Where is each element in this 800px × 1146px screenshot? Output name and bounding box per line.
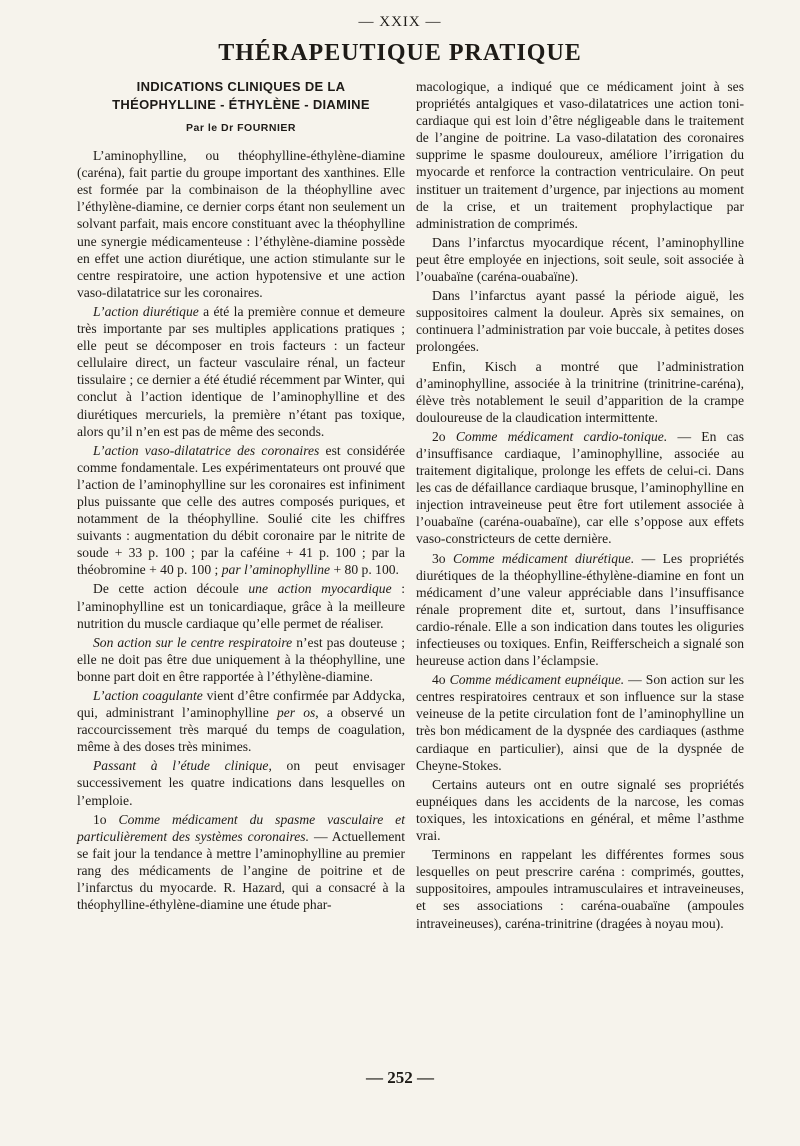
- italic-lead: Son action sur le centre respiratoire: [93, 634, 293, 650]
- italic-phrase: une action myocardique: [248, 581, 392, 597]
- indication-number: 4o: [432, 672, 450, 688]
- paragraph-conclusion: [416, 846, 744, 931]
- indication-number: 1o: [93, 811, 119, 827]
- paragraph-text: Certains auteurs ont en outre signalé ses propriétés eupnéiques dans les accidents de la narcose, les comas toxiques, les intoxications en général, et même l’asthme vrai.: [416, 776, 744, 844]
- paragraph-indication-2: [416, 428, 744, 548]
- paragraph-text: — Actuellement se fait jour la tendance à mettre l’aminophylline au premier rang des médicaments de l’angine de poitrine et de l’infarctus du myocarde. R. Hazard, qui a consacré à la théophylline-éthylène-diamine une étude phar-: [77, 828, 405, 913]
- indication-number: 3o: [432, 550, 453, 566]
- paragraph-intro: [77, 147, 405, 301]
- article-title-line2: THÉOPHYLLINE - ÉTHYLÈNE - DIAMINE: [112, 97, 370, 112]
- paragraph-indication-3: [416, 550, 744, 670]
- paragraph-respiratory-action: [77, 634, 405, 685]
- article-title-line1: INDICATIONS CLINIQUES DE LA: [136, 79, 346, 94]
- italic-lead: Passant à l’étude clinique: [93, 758, 269, 774]
- paragraph-clinical-study: [77, 757, 405, 808]
- paragraph-diuretic-action: [77, 303, 405, 440]
- paragraph-myocardial-action: [77, 580, 405, 631]
- italic-lead: Comme médicament du spasme vasculaire et particulièrement des systèmes coronaires.: [77, 811, 405, 844]
- article-title: [77, 78, 405, 114]
- paragraph-claudication: [416, 358, 744, 426]
- paragraph-text: vient d’être confirmée par Addycka, qui, administrant l’aminophylline: [77, 688, 405, 721]
- paragraph-text: , a observé un raccourcissement très marqué du temps de coagulation, même à des doses très minimes.: [77, 705, 405, 755]
- paragraph-text: n’est pas douteuse ; elle ne doit pas être due uniquement à la théophylline, une bonne part doit en être rapportée à l’éthylène-diamine.: [77, 634, 405, 684]
- paragraph-continuation: [416, 78, 744, 232]
- paragraph-indication-1: [77, 811, 405, 914]
- section-title: THÉRAPEUTIQUE PRATIQUE: [218, 40, 582, 66]
- paragraph-coagulant-action: [77, 687, 405, 755]
- paragraph-text: Enfin, Kisch a montré que l’administration d’aminophylline, associée à la trinitrine (trinitrine-caréna), élève très notablement le seuil d’apparition de la crampe douloureuse de la claudication intermittente.: [416, 358, 744, 425]
- paragraph-text: — Son action sur les centres respiratoires centraux et son influence sur la stase veineuse de la petite circulation font de l’aminophylline un très bon médicament de la dyspnée des cardiaques (asthme cardiaque en particulier), ainsi que de la dyspnée de Cheyne-Stokes.: [416, 672, 744, 773]
- paragraph-text: est considérée comme fondamentale. Les expérimentateurs ont prouvé que l’action de l’aminophylline sur les coronaires est infiniment plus puissante que celle des autres composés puriques, et notamment de la théophylline. Soulié cite les chiffres suivants : augmentation du débit coronaire par le nitrite de soude + 33 p. 100 ; par la caféine + 41 p. 100 ; par la théobromine + 40 p. 100 ;: [77, 442, 405, 578]
- paragraph-text: — Les propriétés diurétiques de la théophylline-éthylène-diamine en font un médicament d’une valeur appréciable dans l’insuffisance rénale proprement dite et, surtout, dans l’insuffisance cardio-rénale. Elle a son indication dans toutes les oliguries infectieuses ou toxiques. Enfin, Reifferscheich a signalé son heureuse action dans l’éclampsie.: [416, 550, 744, 669]
- paragraph-text: Dans l’infarctus ayant passé la période aiguë, les suppositoires calment la douleur. Après six semaines, on continuera l’administration par voie buccale, à petites doses prolongées.: [416, 288, 744, 355]
- italic-lead: Comme médicament eupnéique.: [449, 672, 625, 688]
- article-byline: Par le Dr FOURNIER: [186, 122, 296, 134]
- italic-lead: Comme médicament cardio-tonique.: [455, 428, 668, 444]
- paragraph-text: Dans l’infarctus myocardique récent, l’aminophylline peut être employée en injections, soit seule, soit associée à l’ouabaïne (caréna-ouabaïne).: [416, 234, 744, 285]
- paragraph-text: L’aminophylline, ou théophylline-éthylène-diamine (caréna), fait partie du groupe important des xanthines. Elle est formée par la combinaison de la théophylline avec l’éthylène-diamine, ce dernier corps étant non seulement un solvant parfait, mais encore constituant avec la théophylline une synergie médicamenteuse : l’éthylène-diamine possède en effet une action diurétique, une action stimulante sur le centre respiratoire, une action hypotensive et une action vaso-dilatatrice sur les coronaires.: [77, 148, 405, 300]
- italic-lead: L’action vaso-dilatatrice des coronaires: [93, 442, 320, 458]
- paragraph-text: , on peut envisager successivement les quatre indications dans lesquelles on l’emploie.: [77, 758, 405, 808]
- paragraph-acute-phase: [416, 287, 744, 355]
- paragraph-text: : l’aminophylline est un tonicardiaque, grâce à la meilleure nutrition du muscle cardiaque qu’elle permet de réaliser.: [77, 581, 405, 631]
- paragraph-text: De cette action découle: [93, 581, 249, 597]
- italic-lead: L’action diurétique: [93, 303, 199, 319]
- roman-folio: — XXIX —: [358, 14, 442, 30]
- paragraph-text: — En cas d’insuffisance cardiaque, l’aminophylline, associée au traitement digitalique, prolonge les effets de celui-ci. Dans les cas de défaillance cardiaque brusque, l’aminophylline en injection intraveineuse peut être fort utilement associée à l’ouabaïne (caréna-ouabaïne), car elle s’oppose aux effets vaso-constricteurs de cette dernière.: [416, 428, 745, 547]
- paragraph-recent-infarction: [416, 234, 744, 285]
- paragraph-coronary-action: [77, 442, 405, 579]
- italic-lead: L’action coagulante: [93, 688, 203, 703]
- italic-phrase: par l’aminophylline: [221, 562, 331, 578]
- paragraph-text: + 80 p. 100.: [330, 562, 399, 578]
- paragraph-indication-4: [416, 671, 744, 774]
- page-number: — 252 —: [366, 1068, 434, 1087]
- paragraph-text: a été la première connue et demeure très importante par ses multiples applications pratiques ; elle peut se décomposer en trois facteurs : un facteur cellulaire direct, un facteur vasculaire rénal, un facteur tissulaire ; ce dernier a été étudié récemment par Winter, qui conclut à l’action identique de l’aminophylline et des diurétiques mercuriels, la première n’étant pas toxique, alors qu’il n’en est pas de même des seconds.: [77, 303, 405, 439]
- italic-lead: Comme médicament diurétique.: [452, 550, 635, 566]
- right-column: [416, 78, 744, 934]
- paragraph-other-uses: [416, 776, 744, 844]
- italic-phrase: per os: [276, 705, 316, 721]
- paragraph-text: macologique, a indiqué que ce médicament joint à ses propriétés antalgiques et vaso-dilatatrices une action toni-cardiaque qui est loin d’être négligeable dans le traitement de l’angine de poitrine. La vaso-dilatation des coronaires supprime le spasme douloureux, améliore l’irrigation du myocarde et renforce la contraction ventriculaire. On peut instituer un traitement d’urgence, par injections au moment de la crise, et un traitement prophylactique par administration de comprimés.: [416, 79, 744, 231]
- left-column: [77, 78, 405, 915]
- indication-number: 2o: [432, 428, 456, 444]
- paragraph-text: Terminons en rappelant les différentes formes sous lesquelles on peut prescrire caréna : comprimés, gouttes, suppositoires, ampoules intramusculaires et intraveineuses, et ses associations : caréna-ouabaïne (ampoules intraveineuses), caréna-trinitrine (dragées à noyau mou).: [416, 847, 744, 931]
